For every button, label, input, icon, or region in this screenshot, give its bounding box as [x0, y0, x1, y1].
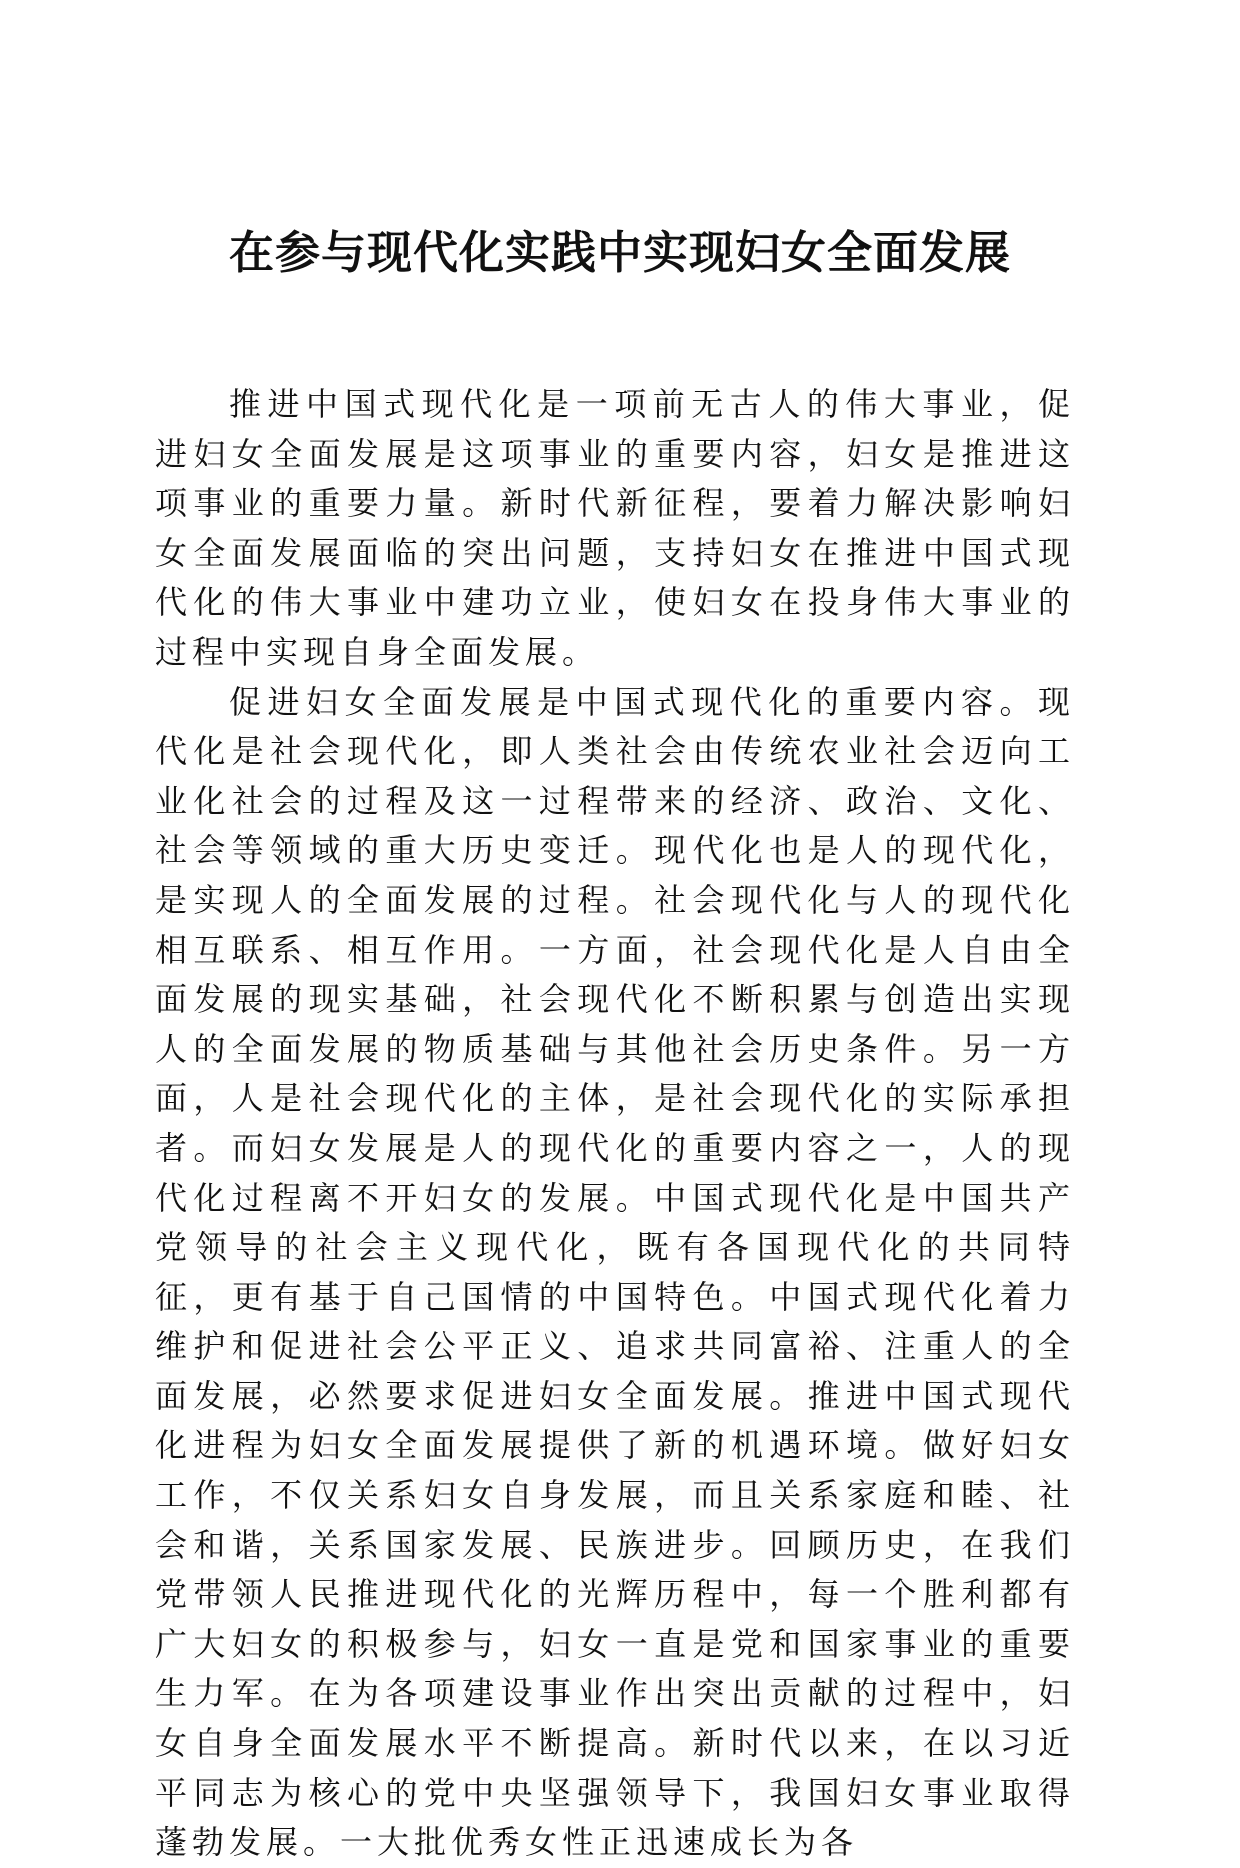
document-body — [155, 380, 1075, 1868]
paragraph-modernization: 促进妇女全面发展是中国式现代化的重要内容。现代化是社会现代化，即人类社会由传统农业社会迈向工业化社会的过程及这一过程带来的经济、政治、文化、社会等领域的重大历史变迁。现代化也是人的现代化，是实现人的全面发展的过程。社会现代化与人的现代化相互联系、相互作用。一方面，社会现代化是人自由全面发展的现实基础，社会现代化不断积累与创造出实现人的全面发展的物质基础与其他社会历史条件。另一方面，人是社会现代化的主体，是社会现代化的实际承担者。而妇女发展是人的现代化的重要内容之一，人的现代化过程离不开妇女的发展。中国式现代化是中国共产党领导的社会主义现代化，既有各国现代化的共同特征，更有基于自己国情的中国特色。中国式现代化着力维护和促进社会公平正义、追求共同富裕、注重人的全面发展，必然要求促进妇女全面发展。推进中国式现代化进程为妇女全面发展提供了新的机遇环境。做好妇女工作，不仅关系妇女自身发展，而且关系家庭和睦、社会和谐，关系国家发展、民族进步。回顾历史，在我们党带领人民推进现代化的光辉历程中，每一个胜利都有广大妇女的积极参与，妇女一直是党和国家事业的重要生力军。在为各项建设事业作出突出贡献的过程中，妇女自身全面发展水平不断提高。新时代以来，在以习近平同志为核心的党中央坚强领导下，我国妇女事业取得蓬勃发展。一大批优秀女性正迅速成长为各 — [155, 682, 1075, 1862]
document-title: 在参与现代化实践中实现妇女全面发展 — [228, 226, 1011, 279]
paragraph-intro: 推进中国式现代化是一项前无古人的伟大事业，促进妇女全面发展是这项事业的重要内容，妇女是推进这项事业的重要力量。新时代新征程，要着力解决影响妇女全面发展面临的突出问题，支持妇女在推进中国式现代化的伟大事业中建功立业，使妇女在投身伟大事业的过程中实现自身全面发展。 — [155, 385, 1075, 671]
